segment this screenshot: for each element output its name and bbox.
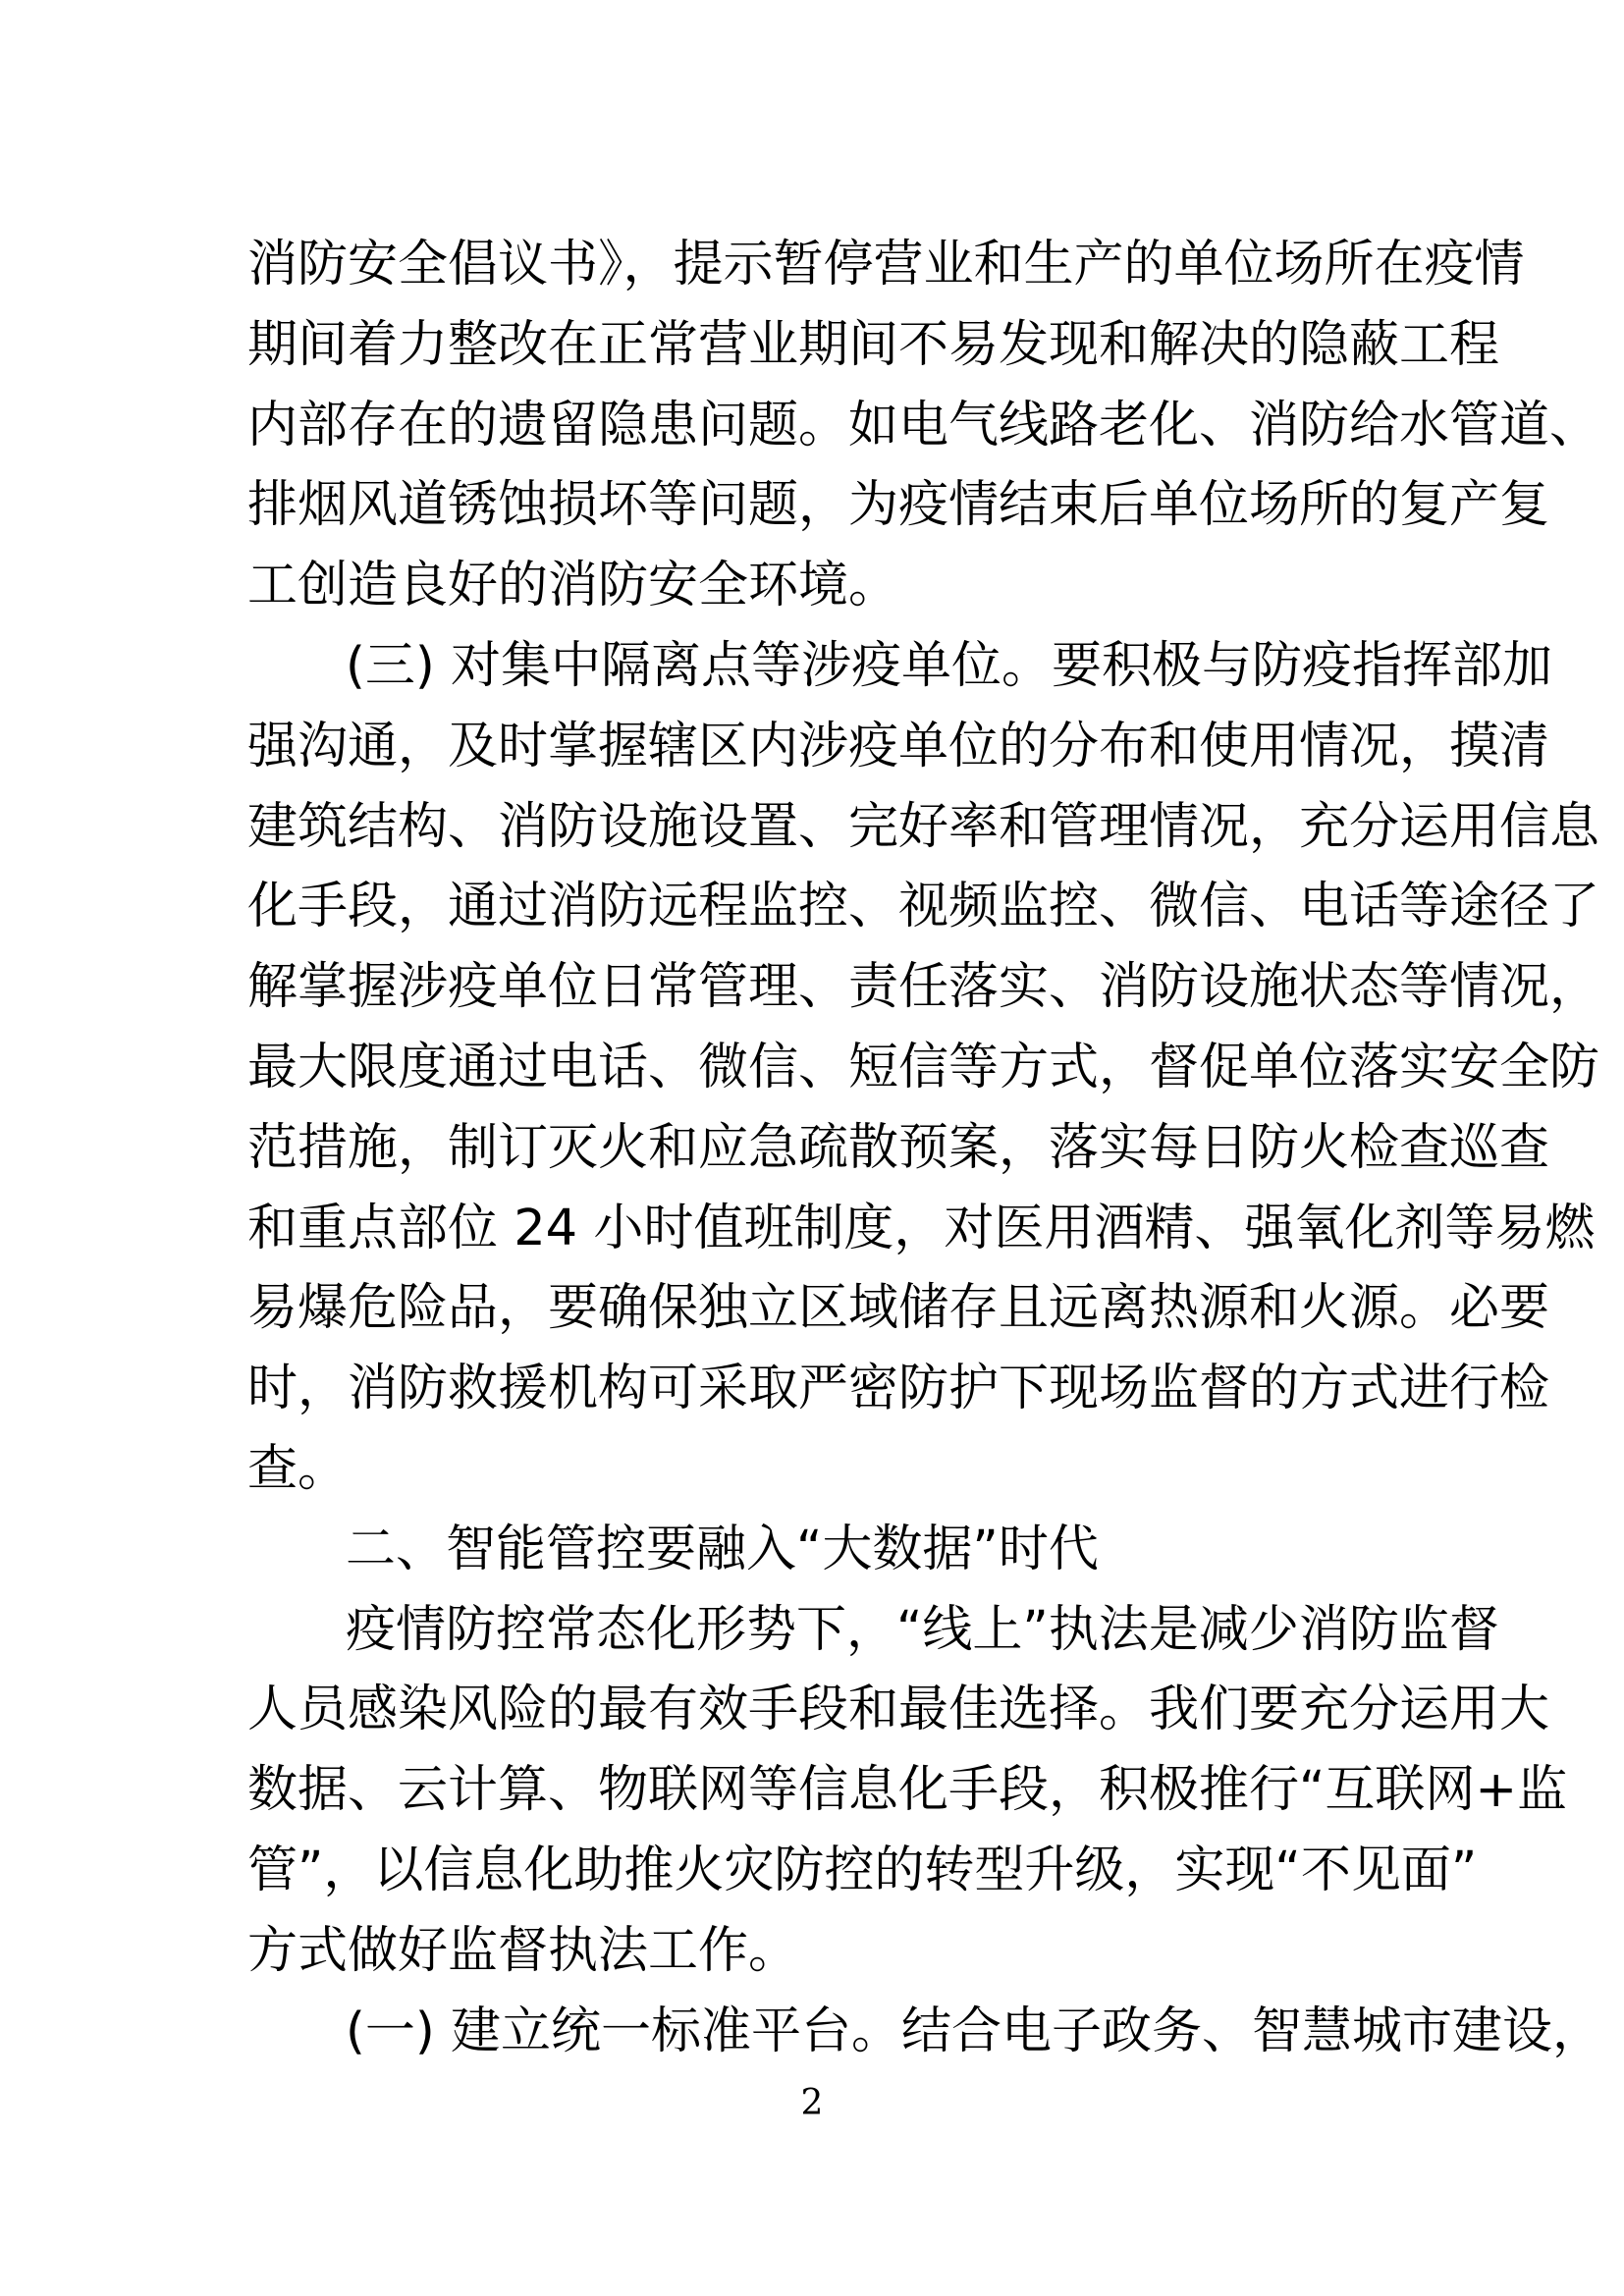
text-line: 期间着力整改在正常营业期间不易发现和解决的隐蔽工程	[247, 315, 1500, 374]
text-line: 最大限度通过电话、微信、短信等方式，督促单位落实安全防	[247, 1038, 1600, 1096]
text-line: 人员感染风险的最有效手段和最佳选择。我们要充分运用大	[247, 1681, 1550, 1739]
page-number: 2	[800, 2083, 824, 2123]
text-line: 范措施，制订灭火和应急疏散预案，落实每日防火检查巡查	[247, 1118, 1550, 1177]
text-line: 方式做好监督执法工作。	[247, 1921, 799, 1980]
text-line: 强沟通，及时掌握辖区内涉疫单位的分布和使用情况，摸清	[247, 717, 1550, 775]
text-line: 和重点部位 24 小时值班制度，对医用酒精、强氧化剂等易燃	[247, 1199, 1596, 1257]
text-line: (一) 建立统一标准平台。结合电子政务、智慧城市建设，	[346, 2002, 1603, 2060]
text-line: 管”，以信息化助推火灾防控的转型升级，实现“不见面”	[247, 1841, 1478, 1899]
text-line: 疫情防控常态化形势下，“线上”执法是减少消防监督	[346, 1600, 1499, 1659]
text-line: 二、智能管控要融入“大数据”时代	[346, 1520, 1099, 1578]
text-line: 工创造良好的消防安全环境。	[247, 557, 899, 615]
text-line: 数据、云计算、物联网等信息化手段，积极推行“互联网+监	[247, 1761, 1568, 1820]
text-line: 消防安全倡议书》，提示暂停营业和生产的单位场所在疫情	[247, 236, 1525, 294]
text-line: 建筑结构、消防设施设置、完好率和管理情况，充分运用信息	[247, 797, 1600, 856]
text-line: 时，消防救援机构可采取严密防护下现场监督的方式进行检	[247, 1360, 1550, 1418]
text-line: 化手段，通过消防远程监控、视频监控、微信、电话等途径了	[247, 878, 1600, 936]
text-line: 解掌握涉疫单位日常管理、责任落实、消防设施状态等情况，	[247, 958, 1600, 1017]
text-line: 查。	[247, 1439, 349, 1498]
text-line: (三) 对集中隔离点等涉疫单位。要积极与防疫指挥部加	[346, 636, 1553, 695]
text-line: 易爆危险品，要确保独立区域储存且远离热源和火源。必要	[247, 1279, 1550, 1338]
text-line: 内部存在的遗留隐患问题。如电气线路老化、消防给水管道、	[247, 396, 1600, 454]
document-body	[247, 225, 1603, 2071]
text-line: 排烟风道锈蚀损坏等问题，为疫情结束后单位场所的复产复	[247, 476, 1550, 535]
